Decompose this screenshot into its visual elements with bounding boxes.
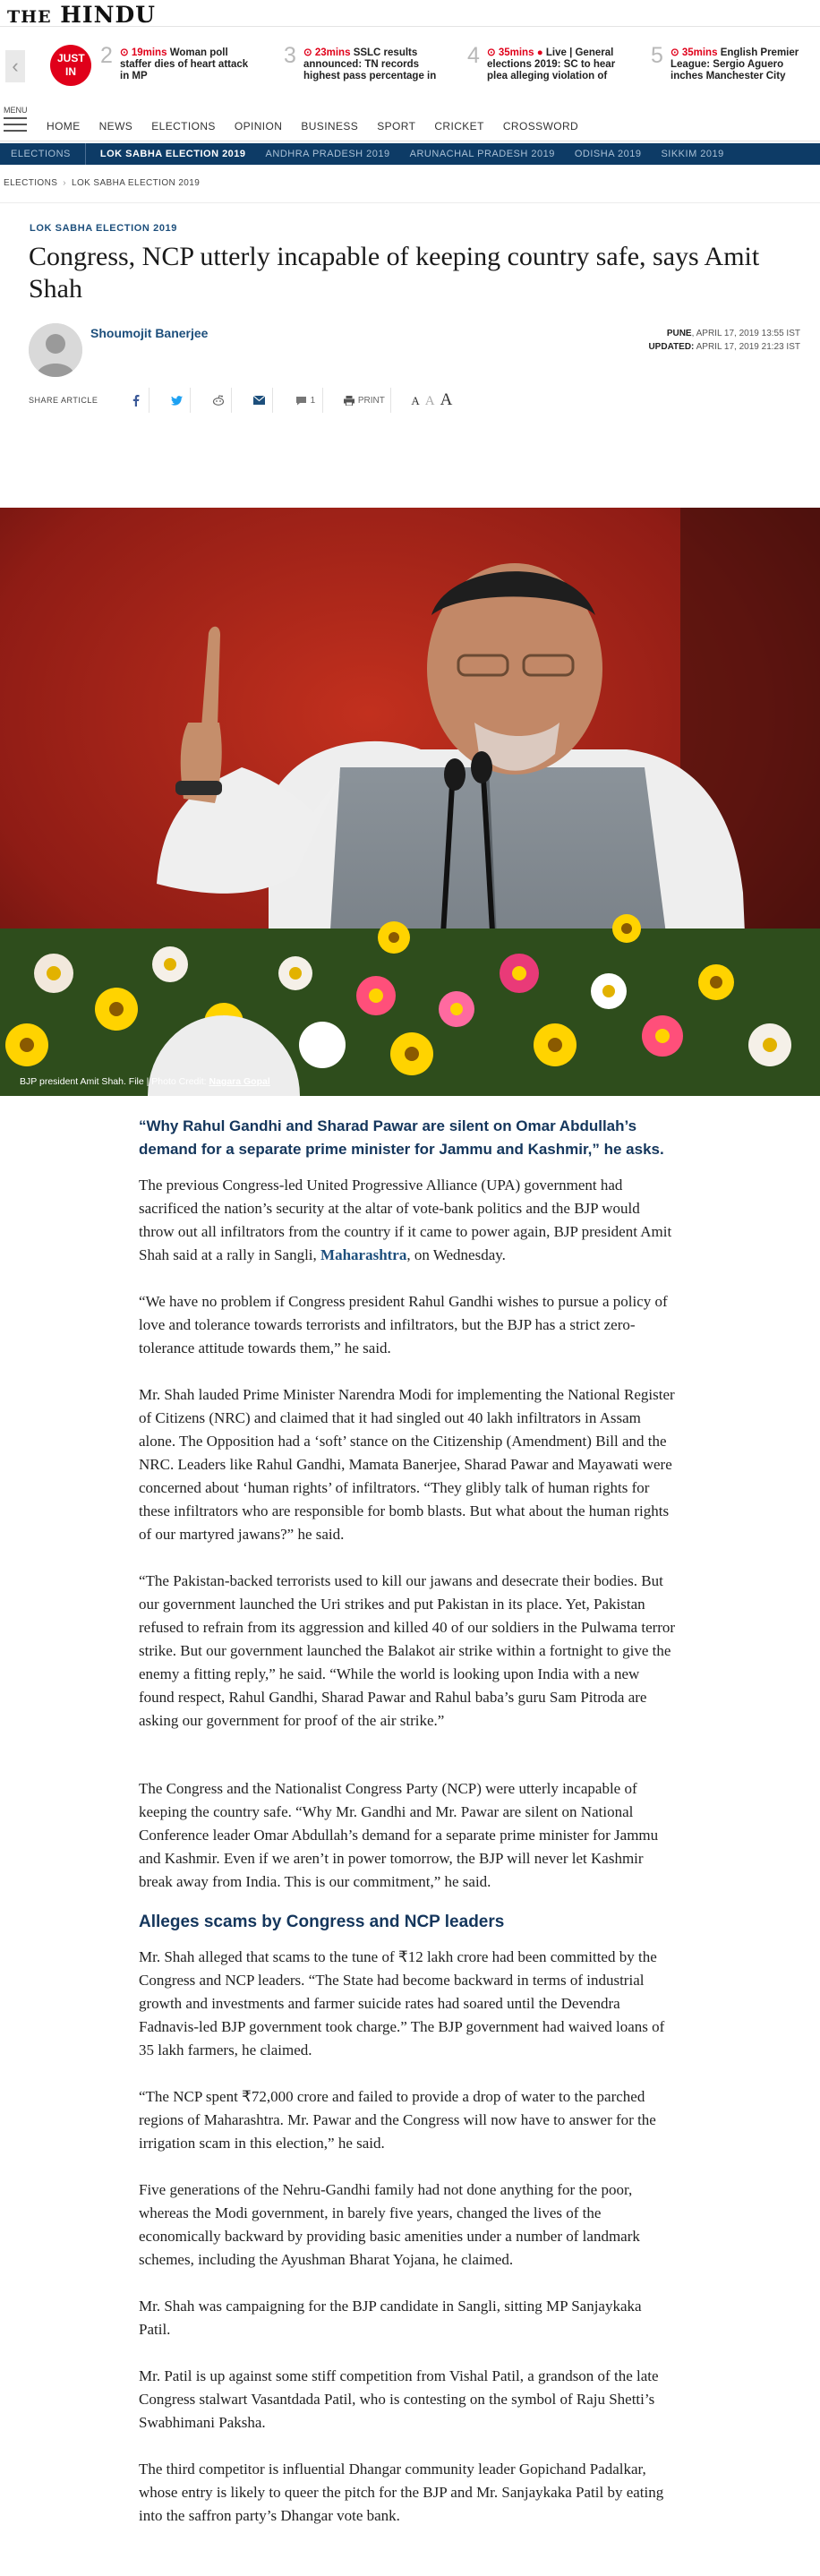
subnav-sikkim-2019[interactable]: SIKKIM 2019 <box>661 149 724 159</box>
paragraph: “The Pakistan-backed terrorists used to kill our jawans and desecrate their bodies. But our government launched the Uri strikes and put Pakistan in its place. Yet, Pakistan refused to refrain from its aggression and killed 40 of our soldiers in the Pulwama terror strike. But our government launched the Balakot air strike within a fortnight to give the enemy a fitting reply,” he said. “While the world is looking upon India with a new found respect, Rahul Gandhi, Sharad Pawar and Rahul baba’s guru Sam Pitroda are asking our government for proof of the air strike.” <box>139 1572 676 1729</box>
just-in-time: 35mins <box>681 47 718 58</box>
maharashtra-link[interactable]: Maharashtra <box>320 1246 407 1263</box>
clock-icon: ⊙ <box>487 47 499 58</box>
dateline-place: PUNE <box>666 329 692 338</box>
nav-opinion[interactable]: OPINION <box>234 120 283 133</box>
article-headline: Congress, NCP utterly incapable of keeping country safe, says Amit Shah <box>29 242 760 304</box>
just-in-label: JUST IN <box>57 52 85 78</box>
photo-credit-link[interactable]: Nagara Gopal <box>209 1076 270 1087</box>
just-in-headline: Woman poll staffer dies of heart attack in MP <box>120 47 249 81</box>
nav-sport[interactable]: SPORT <box>377 120 416 133</box>
just-in-time: 23mins <box>314 47 351 58</box>
clock-icon: ⊙ <box>120 47 132 58</box>
subnav-arunachal-pradesh-2019[interactable]: ARUNACHAL PRADESH 2019 <box>409 149 555 159</box>
article-photo[interactable] <box>0 508 820 1096</box>
amit-shah-photo <box>0 508 820 1096</box>
reddit-icon[interactable] <box>205 388 232 413</box>
section-subhead: Alleges scams by Congress and NCP leaders <box>139 1913 505 1931</box>
print-icon <box>344 396 354 406</box>
paragraph: “We have no problem if Congress president Rahul Gandhi wishes to pursue a policy of love and tolerance towards terrorists and infiltrators, but the BJP has a strict zero-tolerance attitude towards them,” he said. <box>139 1293 668 1356</box>
paragraph: Mr. Shah was campaigning for the BJP candidate in Sangli, sitting MP Sanjaykaka Patil. <box>139 2298 642 2338</box>
hamburger-menu-icon[interactable] <box>4 117 27 133</box>
photo-caption <box>20 1076 270 1087</box>
paragraph: “The NCP spent ₹72,000 crore and failed to provide a drop of water to the parched regions of Maharashtra. Mr. Pawar and the Congress will now have to answer for the irrigation scam in this election,” he said. <box>139 2088 656 2152</box>
live-dot-icon: ● <box>536 47 546 58</box>
clock-icon: ⊙ <box>671 47 682 58</box>
paragraph-text: The previous Congress-led United Progressive Alliance (UPA) government had sacrificed the nation’s security at the altar of vote-bank politics and the BJP would throw out all infiltrators from the country if it came to power again, BJP president Amit Shah said at a rally in Sangli, <box>139 1177 672 1263</box>
caption-text: BJP president Amit Shah. File | Photo Credit: <box>20 1076 209 1087</box>
facebook-icon[interactable] <box>123 388 149 413</box>
nav-home[interactable]: HOME <box>47 120 81 133</box>
chevron-left-icon[interactable]: ‹ <box>5 50 25 82</box>
the-hindu-logo[interactable] <box>7 4 820 29</box>
subnav-andhra-pradesh-2019[interactable]: ANDHRA PRADESH 2019 <box>265 149 390 159</box>
font-size-small[interactable]: A <box>411 394 420 407</box>
font-size-medium[interactable]: A <box>424 394 435 408</box>
nav-links <box>47 120 597 133</box>
paragraph <box>139 1174 676 1267</box>
comment-button[interactable] <box>287 388 323 413</box>
just-in-time: 19mins <box>131 47 167 58</box>
font-size-large[interactable]: A <box>440 390 453 409</box>
just-in-item[interactable] <box>651 45 812 90</box>
just-in-number: 2 <box>100 43 113 68</box>
just-in-item[interactable] <box>284 45 445 90</box>
font-size-controls <box>411 390 452 410</box>
print-button[interactable] <box>337 388 391 413</box>
article-header <box>0 202 820 422</box>
breadcrumb-lok-sabha[interactable]: LOK SABHA ELECTION 2019 <box>72 178 201 188</box>
comment-count: 1 <box>310 395 316 406</box>
article-lede: “Why Rahul Gandhi and Sharad Pawar are silent on Omar Abdullah’s demand for a separate prime minister for Jammu and Kashmir,” he asks. <box>139 1117 664 1158</box>
just-in-strip <box>0 38 820 95</box>
paragraph: Mr. Shah alleged that scams to the tune of ₹12 lakh crore had been committed by the Congress and NCP leaders. “The State had become backward in terms of industrial growth and investments and farmer suicide rates had soared until the Devendra Fadnavis-led BJP government took charge.” The BJP government had waived loans of 35 lakh farmers, he claimed. <box>139 1948 665 2058</box>
subnav-divider <box>85 143 86 165</box>
article-kicker[interactable]: LOK SABHA ELECTION 2019 <box>30 223 177 234</box>
author-avatar[interactable] <box>29 323 82 377</box>
paragraph: The Congress and the Nationalist Congress Party (NCP) were utterly incapable of keeping the country safe. “Why Mr. Gandhi and Mr. Pawar are silent on National Conference leader Omar Abdullah’s demand for a separate prime minister for Jammu and Kashmir. Even if we aren’t in power tomorrow, the BJP will never let Kashmir break away from India. This is our commitment,” he said. <box>139 1780 659 1890</box>
breadcrumb-elections[interactable]: ELECTIONS <box>4 178 58 188</box>
twitter-icon[interactable] <box>164 388 191 413</box>
clock-icon: ⊙ <box>303 47 315 58</box>
article-body <box>139 1115 676 2551</box>
nav-elections[interactable]: ELECTIONS <box>151 120 216 133</box>
just-in-headline: English Premier League: Sergio Aguero inches Manchester City <box>671 47 799 81</box>
subnav-lok-sabha-2019[interactable]: LOK SABHA ELECTION 2019 <box>99 149 246 159</box>
paragraph: The third competitor is influential Dhangar community leader Gopichand Padalkar, whose entry is likely to queer the pitch for the BJP and Mr. Sanjaykaka Patil by eating into the saffron party’s Dhangar vote bank. <box>139 2460 664 2524</box>
menu-label: MENU <box>4 106 28 115</box>
just-in-badge <box>50 45 91 86</box>
just-in-number: 4 <box>467 43 480 68</box>
masthead <box>0 0 820 27</box>
paragraph: Mr. Shah lauded Prime Minister Narendra Modi for implementing the National Register of Citizens (NRC) and claimed that it had singled out 40 lakh infiltrators in Assam alone. The Opposition had a ‘soft’ stance on the Citizenship (Amendment) Bill and the NRC. Leaders like Rahul Gandhi, Mamata Banerjee, Sharad Pawar and Mayawati were concerned about ‘human rights’ of infiltrators. “They glibly talk of human rights for these infiltrators who are responsible for bomb blasts. But what about the human rights of our martyred jawans?” he said. <box>139 1386 675 1543</box>
nav-news[interactable]: NEWS <box>98 120 133 133</box>
subnav-odisha-2019[interactable]: ODISHA 2019 <box>574 149 642 159</box>
share-label: SHARE ARTICLE <box>29 396 98 405</box>
published-date: , APRIL 17, 2019 13:55 IST <box>691 329 800 338</box>
logo-the: THE <box>7 7 52 27</box>
paragraph: Five generations of the Nehru-Gandhi family had not done anything for the poor, whereas the Modi government, in barely five years, changed the lives of the economically backward by providing basic amenities under a number of landmark schemes, including the Ayushman Bharat Yojana, he claimed. <box>139 2181 640 2268</box>
just-in-headline: | General elections 2019: SC to hear plea alleging violation of <box>487 47 616 81</box>
breadcrumb-separator: › <box>63 178 67 188</box>
updated-date: APRIL 17, 2019 21:23 IST <box>694 342 800 352</box>
dateline <box>648 327 800 354</box>
paragraph-text: , on Wednesday. <box>406 1246 506 1263</box>
just-in-headline: SSLC results announced: TN records highest pass percentage in <box>303 47 437 81</box>
elections-subnav <box>0 143 820 165</box>
logo-name: HINDU <box>60 2 156 28</box>
just-in-item[interactable] <box>100 45 261 90</box>
just-in-number: 5 <box>651 43 663 68</box>
nav-business[interactable]: BUSINESS <box>301 120 359 133</box>
person-icon <box>29 323 82 377</box>
email-icon[interactable] <box>246 388 273 413</box>
print-label: PRINT <box>357 395 385 406</box>
nav-crossword[interactable]: CROSSWORD <box>502 120 579 133</box>
subnav-elections[interactable]: ELECTIONS <box>11 149 71 159</box>
just-in-live: Live <box>545 47 567 58</box>
share-toolbar <box>29 388 452 413</box>
nav-cricket[interactable]: CRICKET <box>434 120 484 133</box>
just-in-number: 3 <box>284 43 296 68</box>
updated-label: UPDATED: <box>648 342 695 352</box>
main-nav <box>0 106 820 141</box>
just-in-time: 35mins <box>498 47 534 58</box>
just-in-item[interactable] <box>467 45 628 90</box>
comment-icon <box>295 396 307 406</box>
breadcrumb <box>4 178 200 188</box>
paragraph: Mr. Patil is up against some stiff competition from Vishal Patil, a grandson of the late Congress stalwart Vasantdada Patil, who is contesting on the symbol of Raju Shetti’s Swabhimani Paksha. <box>139 2367 659 2431</box>
author-name[interactable]: Shoumojit Banerjee <box>90 326 209 340</box>
